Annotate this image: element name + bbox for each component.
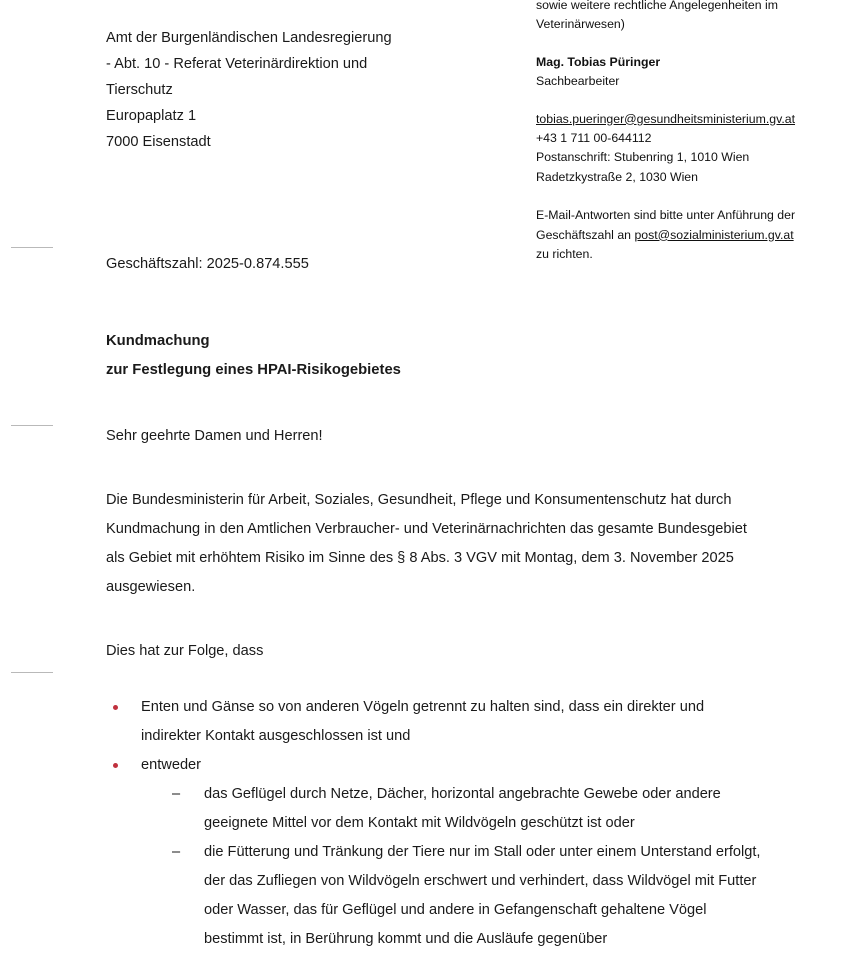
contact-email-link[interactable]: tobias.pueringer@gesundheitsministerium.gv.at: [536, 111, 796, 126]
contact-street-address: Radetzkystraße 2, 1030 Wien: [536, 169, 698, 184]
fold-mark-top: [11, 247, 53, 248]
sub-list-item-text: die Fütterung und Tränkung der Tiere nur im Stall oder unter einem Unterstand erfolgt, der das Zufliegen von Wildvögeln erschwert und verhindert, dass Wildvögel mit Futter oder Wasser, das für Geflügel und andere in Gefangenschaft gehaltene Vögel bestimmt ist, in Berührung kommt und die Ausläufe gegenüber: [204, 844, 761, 947]
body-paragraph-1: Die Bundesministerin für Arbeit, Soziales, Gesundheit, Pflege und Konsumentenschutz hat durch Kundmachung in den Amtlichen Verbraucher- und Veterinärnachrichten das gesamte Bundesgebiet als Gebiet mit erhöhtem Risiko im Sinne des § 8 Abs. 3 VGV mit Montag, dem 3. November 2025 ausgewiesen.: [106, 492, 747, 595]
reference-number: Geschäftszahl: 2025-0.874.555: [106, 256, 309, 272]
department-tail-line: sowie weitere rechtliche Angelegenheiten im: [536, 0, 778, 12]
contact-role: Sachbearbeiter: [536, 74, 620, 89]
recipient-line: Tierschutz: [106, 82, 173, 98]
contact-name: Mag. Tobias Püringer: [536, 54, 661, 69]
document-body: [106, 250, 766, 954]
list-lead-in: Dies hat zur Folge, dass: [106, 643, 264, 659]
department-tail-line: Veterinärwesen): [536, 17, 625, 32]
list-item-text: Enten und Gänse so von anderen Vögeln getrennt zu halten sind, dass ein direkter und indirekter Kontakt ausgeschlossen ist und: [141, 699, 705, 744]
list-item-text: entweder: [141, 757, 202, 773]
recipient-line: Europaplatz 1: [106, 108, 197, 124]
dash-bullet-icon: –: [172, 786, 181, 802]
fold-mark-middle: [11, 425, 53, 426]
dash-bullet-icon: –: [172, 844, 181, 860]
sub-list: [141, 780, 766, 954]
obligations-list: [106, 666, 766, 954]
page-subtitle: zur Festlegung eines HPAI-Risikogebietes: [106, 362, 401, 378]
list-item: [106, 751, 766, 954]
sub-list-item-text: das Geflügel durch Netze, Dächer, horizontal angebrachte Gewebe oder andere geeignete Mittel vor dem Kontakt mit Wildvögeln geschützt ist oder: [204, 786, 721, 831]
email-note-line-2: [536, 226, 836, 245]
recipient-line: 7000 Eisenstadt: [106, 134, 211, 150]
contact-email-line: [536, 110, 836, 129]
email-note-line-1: E-Mail-Antworten sind bitte unter Anführung der: [536, 208, 796, 223]
sub-list-item: [141, 780, 766, 838]
contact-details: [536, 110, 836, 188]
contact-phone: +43 1 711 00-644112: [536, 131, 652, 146]
salutation: Sehr geehrte Damen und Herren!: [106, 428, 323, 444]
contact-postal-address: Postanschrift: Stubenring 1, 1010 Wien: [536, 150, 750, 165]
recipient-line: - Abt. 10 - Referat Veterinärdirektion und: [106, 56, 368, 72]
bullet-dot-icon: [113, 763, 118, 768]
ministry-email-link[interactable]: post@sozialministerium.gv.at: [634, 227, 794, 242]
bullet-dot-icon: [113, 705, 118, 710]
sub-list-item: [141, 838, 766, 954]
fold-mark-bottom: [11, 672, 53, 673]
list-item: [106, 693, 766, 751]
email-note-prefix: Geschäftszahl an: [536, 227, 635, 242]
recipient-address-block: [106, 25, 506, 155]
email-note-line-3: zu richten.: [536, 247, 593, 262]
contact-column: [536, 0, 836, 264]
recipient-line: Amt der Burgenländischen Landesregierung: [106, 30, 392, 46]
page-title: Kundmachung: [106, 333, 210, 349]
contact-person: [536, 53, 836, 92]
